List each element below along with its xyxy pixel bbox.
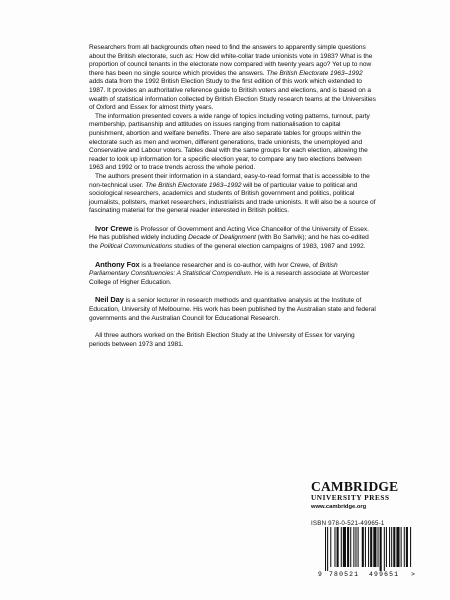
barcode-bar <box>393 527 395 567</box>
barcode-bar <box>380 527 382 571</box>
blurb-paragraph-1 <box>89 44 377 113</box>
barcode-bar <box>391 527 392 567</box>
barcode-bar <box>396 527 399 567</box>
book-title-italic: The British Electorate 1963–1992 <box>145 181 242 189</box>
blurb-p3-text-b: will be of particular value to political and sociological researchers, academics and students of British government and politics, political journalists, pollsters, market researchers, industrialists and trade unionists. It will also be a source of fascinating material for the general reader interested in British politics. <box>89 181 376 215</box>
barcode-bar <box>365 527 366 567</box>
barcode-bar <box>370 527 372 567</box>
barcode-bar <box>401 527 402 567</box>
bio-text: is a senior lecturer in research methods and quantitative analysis at the Institute of Education, University of Melbourne. His work has been published by the Australian state and federal governments and the Australian Council for Educational Research. <box>89 297 376 322</box>
barcode-bar <box>343 527 346 567</box>
publisher-logo <box>311 480 421 511</box>
barcode-bar <box>355 527 356 567</box>
barcode-bar <box>330 527 331 567</box>
barcode <box>316 527 418 577</box>
barcode-bar <box>384 527 385 571</box>
bio-italic: Decade of Dealignment <box>188 234 256 242</box>
author-name: Ivor Crewe <box>95 223 133 233</box>
publisher-name: CAMBRIDGE <box>311 479 399 494</box>
bio-text: is Professor of Government and Acting Vice Chancellor of the University of Essex. He has published widely including <box>89 225 369 242</box>
barcode-bar <box>404 527 405 567</box>
author-bio-day <box>89 296 377 323</box>
barcode-digits-left: 780521 <box>329 571 360 577</box>
closing-note <box>89 332 377 349</box>
author-name: Neil Day <box>95 295 124 305</box>
bio-text: is a freelance researcher and is co-author, with Ivor Crewe, of <box>139 261 320 269</box>
blurb-paragraph-2: The information presented covers a wide range of topics including voting patterns, turnout, party membership, partisanship and attitudes on issues ranging from nationalisation to capital punishment, abortion and welfare benefits. There are also separate tables for groups within the electorate such as men and women, different generations, trade unionists, the unemployed and Conservative and Labour voters. Tables deal with the same groups for each election, allowing the reader to look up information for a specific election year, to compare any two elections between 1963 and 1992 or to trace trends across the whole period. <box>89 112 370 172</box>
barcode-digits-right: 499651 <box>369 571 400 577</box>
publisher-subtitle: UNIVERSITY PRESS <box>311 494 390 502</box>
barcode-bar <box>410 527 411 567</box>
barcode-bar <box>373 527 376 567</box>
barcode-bar <box>337 527 339 567</box>
barcode-digit-first: 9 <box>318 571 322 577</box>
blurb-p1-text-a: Researchers from all backgrounds often need to find the answers to apparently simple questions about the British electorate, such as: How did white-collar trade unionists vote in 1983? What is the proportion of council tenants in the electorate now compared with twenty years ago? Yet up to now there has been no single source which provides the answers. <box>89 44 373 77</box>
bio-italic: Political Communications <box>99 243 173 251</box>
author-bio-fox <box>89 261 377 288</box>
barcode-bar <box>368 527 369 567</box>
barcode-bar <box>378 527 379 567</box>
bio-text: (with Bo Sarlvik); and he has co-edited the <box>89 234 369 251</box>
closing-text: All three authors worked on the British Election Study at the University of Essex for varying periods between 1973 and 1981. <box>89 332 355 348</box>
barcode-bar <box>358 527 359 567</box>
barcode-bar <box>347 527 349 567</box>
bio-text: . He is a research associate at Worcester College of Higher Education. <box>89 270 370 286</box>
author-bio-crewe <box>89 225 377 252</box>
blurb-p1-text-b: adds data from the 1992 British Election Study to the first edition of this work which extended to 1987. It provides an authoritative reference guide to British voters and elections, and is based on a wealth of statistical information collected by British Election Study research teams at the Universities of Oxford and Essex for almost thirty years. <box>89 78 376 112</box>
barcode-bar <box>325 527 326 571</box>
book-title-italic: The British Electorate 1963–1992 <box>266 69 363 77</box>
isbn-label: ISBN 978-0-521-49965-1 <box>311 520 385 527</box>
blurb-text <box>89 44 377 349</box>
author-name: Anthony Fox <box>95 259 140 269</box>
barcode-bar <box>341 527 342 567</box>
publisher-website: www.cambridge.org <box>311 504 367 510</box>
bio-italic: British Parliamentary Constituencies: A Statistical Compendium <box>89 261 338 278</box>
barcode-arrow: > <box>411 571 415 577</box>
barcode-bar <box>334 527 335 567</box>
blurb-p3-text-a: The authors present their information in a standard, easy-to-read format that is accessible to the non-technical user. <box>89 172 370 189</box>
blurb-paragraph-3 <box>89 173 377 216</box>
bio-text: studies of the general election campaigns of 1983, 1987 and 1992. <box>172 243 366 251</box>
barcode-bar <box>386 527 387 567</box>
barcode-bar <box>406 527 408 567</box>
barcode-bar <box>350 527 351 567</box>
barcode-bar <box>389 527 390 567</box>
barcode-bar <box>327 527 328 571</box>
barcode-bar <box>362 527 364 567</box>
barcode-bar <box>353 527 354 567</box>
